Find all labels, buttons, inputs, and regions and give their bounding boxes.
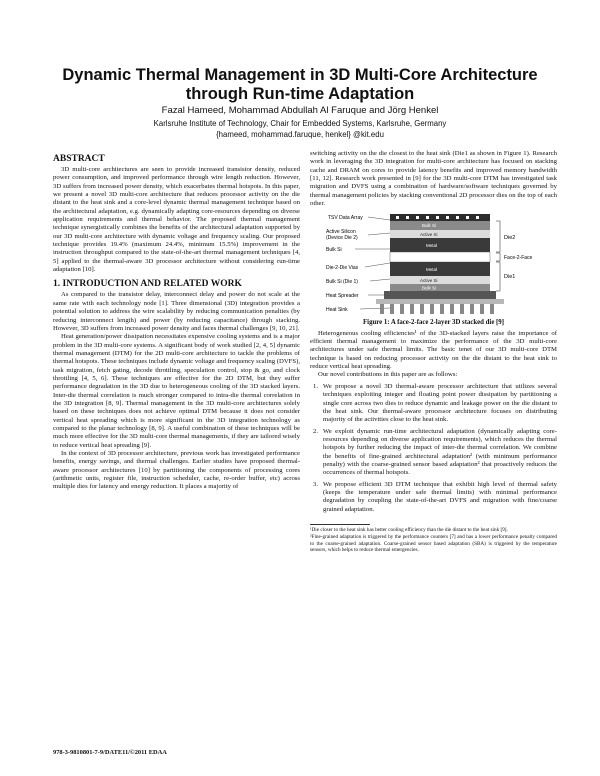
inner-label-metal-1: Metal	[426, 267, 438, 273]
label-bulk-si-1: Bulk Si (Die 1)	[326, 279, 358, 286]
label-tsv: TSV Data Array	[328, 215, 363, 222]
list-item	[310, 428, 557, 478]
list-item	[310, 481, 557, 514]
section-1-para-4: switching activity on the die closest to the heat sink (Die1 as shown in Figure 1). Research work in leveraging the 3D integration for multi-core architecture has focused on stacking cache and DRAM on cores to provide latency benefits and improved memory bandwidth [11, 12]. Research work presented in [9] for the 3D multi-core DTM has investigated task migration and DVFS using a combination of hardware/software techniques governed by thermal management policies by stacking conventional 2D processor dies on the top of each other.	[310, 150, 557, 208]
label-die1: Die1	[504, 274, 516, 281]
authors: Fazal Hameed, Mohammad Abdullah Al Faruque and Jörg Henkel	[161, 105, 439, 116]
list-item-text: We propose a novel 3D thermal-aware processor architecture that utilizes several techniques exploiting integer and floating point power dissipation by partitioning a single core across two dies to reduce dynamic and leakage power on the die distant to the heat sink. Our thermal-aware processor architecture focuses on distributing majority of the activities close to the heat sink.	[323, 382, 557, 424]
section-1-heading: 1. INTRODUCTION AND RELATED WORK	[53, 279, 242, 290]
right-column	[310, 150, 557, 555]
email: {hameed, mohammad.faruque, henkel} @kit.edu	[216, 130, 384, 139]
stacked-die-diagram	[310, 211, 557, 317]
label-d2d: Die-2-Die Vias	[326, 265, 359, 272]
left-column	[53, 153, 300, 492]
affiliation: Karlsruhe Institute of Technology, Chair for Embedded Systems, Karlsruhe, Germany	[153, 119, 447, 128]
section-1-para-1: As compared to the transistor delay, interconnect delay and power do not scale at the same rate with each technology node [1]. Three dimensional (3D) integration provides a potential solution to address the wire scalability by reducing communication penalties (by reducing interconnect length) and power (by reducing capacitance) through stacking. However, 3D suffers from increased power density and faces thermal challenges [9, 10, 21].	[53, 291, 300, 332]
footnote-2: ²Fine-grained adaptation is triggered by the performance counters [7] and has a lower performance penalty compared to the coarse-grained adaptation. Coarse-grained sensor based adaptation (SBA) is triggered by the temperature sensors, which helps to reduce thermal emergencies.	[310, 534, 557, 554]
die1-active	[390, 276, 490, 284]
footnote-1: ¹Die closer to the heat sink has better cooling efficiency than the die distant to the heat sink [9].	[310, 526, 508, 533]
label-heat-spreader: Heat Spreader	[326, 293, 359, 300]
list-item-number: 1.	[313, 382, 319, 390]
contributions-list	[310, 383, 557, 514]
section-1-para-5: Heterogeneous cooling efficiencies¹ of the 3D-stacked layers raise the importance of efficient thermal management to maximize the performance of the 3D multi-core architectures under safe thermal limits. The basic tenet of our 3D multi-core DTM technique is based on reducing processor activity on the die distant to the heat sink to reduce vertical heat spreading.	[310, 329, 557, 371]
title-line-2: through Run-time Adaptation	[185, 85, 415, 103]
die1-metal	[390, 262, 490, 276]
inner-label-bulk-2: Bulk Si	[422, 223, 437, 229]
section-1-para-6: Our novel contributions in this paper are as follows:	[318, 371, 458, 379]
list-item-number: 2.	[313, 427, 319, 435]
label-f2f: Face-2-Face	[504, 255, 533, 262]
label-bulk: Bulk Si	[326, 247, 342, 254]
section-1-para-2: Heat generation/power dissipation necessitates expensive cooling systems and is a major problem in the 3D multi-core systems. A significant body of work studied [2, 4, 5] dynamic thermal management (DTM) for the 2D multi-core architecture to tackle the problems of thermal hotspots. These techniques include dynamic voltage and frequency scaling (DVFS), task migration, fetch gating, decode throttling, speculation control, stop & go, and clock throttling [4, 5, 6]. These techniques are effective for the 2D DTM, but they suffer performance degradation in the 3D due to heterogeneous cooling of the 3D stacked layers. Inter-die thermal correlation is much stronger compared to intra-die thermal correlation in the 3D integration [8, 9]. Thermal management in the 3D multi-core architectures solely based on these techniques does not achieve optimal DTM because it does not consider vertical heat spreading which is more significant in the 3D integration technology as compared to the planar technology [8, 9]. A useful combination of these techniques will be much more effective for the 3D multi-core thermal managements, if they are tailored wisely to reduce vertical heat spreading [9].	[53, 333, 300, 449]
inner-label-active-1: Active Si	[420, 278, 438, 284]
die2-metal	[390, 238, 490, 252]
tsv-layer	[390, 214, 490, 221]
abstract-text: 3D multi-core architectures are seen to provide increased transistor density, reduced power consumption, and improved performance through wire length reduction. However, 3D suffers from increased power density, which exacerbates thermal hotspots. In this paper, we present a novel 3D multi-core architecture that reduces processor activity on the die distant to the heat sink and a core-level dynamic thermal management technique based on the architectural adaptation, e.g. dynamically adapting core-resources depending on diverse application requirements and thermal behavior. The proposed thermal management technique synergistically combines the benefits of the architectural adaptation supported by our 3D multi-core architecture with dynamic voltage and frequency scaling. Our proposed technique provides 19.4% (maximum 24.4%, minimum 15.5%) improvement in the instruction throughput compared to the state-of-the-art thermal management techniques [4, 5] applied to the thermal-aware 3D processor architecture without considering run-time adaptation [10].	[53, 166, 300, 274]
heat-spreader	[384, 291, 496, 299]
heat-sink-base	[376, 299, 504, 304]
abstract-heading: ABSTRACT	[53, 154, 105, 164]
paper-title	[20, 66, 580, 104]
figure-1	[310, 211, 557, 317]
label-active-2: (Device Die 2)	[326, 235, 358, 242]
label-die2: Die2	[504, 235, 516, 242]
inner-label-metal-2: Metal	[426, 243, 438, 249]
figure-1-caption: Figure 1: A face-2-face 2-layer 3D stacked die [9]	[363, 319, 504, 327]
heat-sink-fins	[380, 304, 494, 314]
title-line-1: Dynamic Thermal Management in 3D Multi-Core Architecture	[62, 66, 538, 84]
label-heat-sink: Heat Sink	[326, 307, 348, 314]
inner-label-bulk-1: Bulk Si	[422, 285, 437, 291]
label-active-1: Active Silicon	[326, 229, 356, 236]
die2-active	[390, 230, 490, 238]
section-1-para-3: In the context of 3D processor architecture, previous work has investigated performance benefits, energy savings, and thermal challenges. Earlier studies have proposed thermal-aware processor architectures [10] by partitioning the components of processing cores (arithmetic units, register file, instruction scheduler, cache, re-order buffer, etc) across multiple dies for latency and energy reduction. It places a majority of	[53, 450, 300, 491]
footer-code: 978-3-9810801-7-9/DATE11/©2011 EDAA	[53, 749, 167, 756]
list-item-text: We exploit dynamic run-time architectural adaptation (dynamically adapting core-resources depending on diverse application requirements), which reduces the thermal hotspots by further reducing the impact of inter-die thermal correlation. We combine the benefits of fine-grained architectural adaptation² (with minimum performance penalty) with the coarse-grained sensor based adaptation² that proactively reduces the occurrences of thermal hotspots.	[323, 427, 557, 477]
list-item-number: 3.	[313, 480, 319, 488]
die1-bulk	[390, 284, 490, 291]
list-item	[310, 383, 557, 425]
footnote-rule	[310, 524, 370, 525]
list-item-text: We propose efficient 3D DTM technique that exhibit high level of thermal safety (keeps the temperature under safe thermal limits) with minimal performance degradation by coupling the state-of-the-art DVFS and migration with fine/coarse grained adaptation.	[323, 480, 557, 513]
die2-die-vias	[396, 254, 482, 260]
inner-label-active-2: Active Si	[420, 232, 438, 238]
die2-bulk	[390, 221, 490, 230]
